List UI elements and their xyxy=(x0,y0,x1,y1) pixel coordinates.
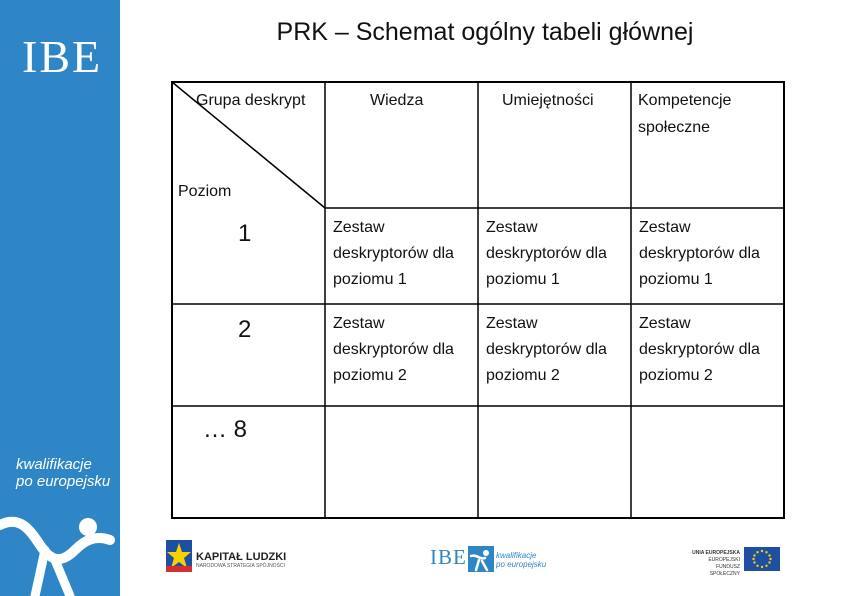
table-cell: Zestaw deskryptorów dla poziomu 2 xyxy=(333,315,454,384)
kapital-ludzki-logo-icon xyxy=(166,540,192,572)
column-header-umiejetnosci: Umiejętności xyxy=(502,92,594,109)
corner-row-label: Poziom xyxy=(178,183,232,200)
table-cell: Zestaw deskryptorów dla poziomu 1 xyxy=(486,219,607,288)
kpe-figure-icon xyxy=(468,546,494,572)
table-cell: Zestaw deskryptorów dla poziomu 1 xyxy=(333,219,454,288)
kpe-footer-label xyxy=(496,551,546,569)
eu-label-line2: EUROPEJSKI xyxy=(708,557,740,563)
table-cell: Zestaw deskryptorów dla poziomu 2 xyxy=(486,315,607,384)
eu-flag-icon xyxy=(744,547,780,571)
table-cell: Zestaw deskryptorów dla poziomu 2 xyxy=(639,315,760,384)
kapital-ludzki-sublabel: NARODOWA STRATEGIA SPÓJNOŚCI xyxy=(196,563,285,569)
page-title: PRK – Schemat ogólny tabeli głównej xyxy=(276,18,694,46)
kapital-ludzki-label: KAPITAŁ LUDZKI xyxy=(196,551,287,563)
ibe-logo: IBE xyxy=(22,31,103,82)
kpe-footer-line1: kwalifikacje xyxy=(496,551,537,560)
eu-label-line3: FUNDUSZ SPOŁECZNY xyxy=(709,564,740,577)
table-cell: Zestaw deskryptorów dla poziomu 1 xyxy=(639,219,760,288)
sidebar-tagline-line2: po europejsku xyxy=(16,473,111,490)
kpe-footer-line2: po europejsku xyxy=(496,560,547,569)
row-level-1: 1 xyxy=(238,220,252,247)
row-level-8: … 8 xyxy=(203,416,248,443)
corner-header-label: Grupa deskrypt xyxy=(196,92,306,109)
eu-label xyxy=(688,550,740,578)
column-header-kompetencje: Kompetencje społeczne xyxy=(638,92,732,136)
eu-label-line1: UNIA EUROPEJSKA xyxy=(692,550,740,556)
ibe-footer-logo: IBE xyxy=(430,545,467,569)
row-level-2: 2 xyxy=(238,316,252,343)
sidebar-tagline-line1: kwalifikacje xyxy=(16,456,92,473)
column-header-wiedza: Wiedza xyxy=(370,92,424,109)
